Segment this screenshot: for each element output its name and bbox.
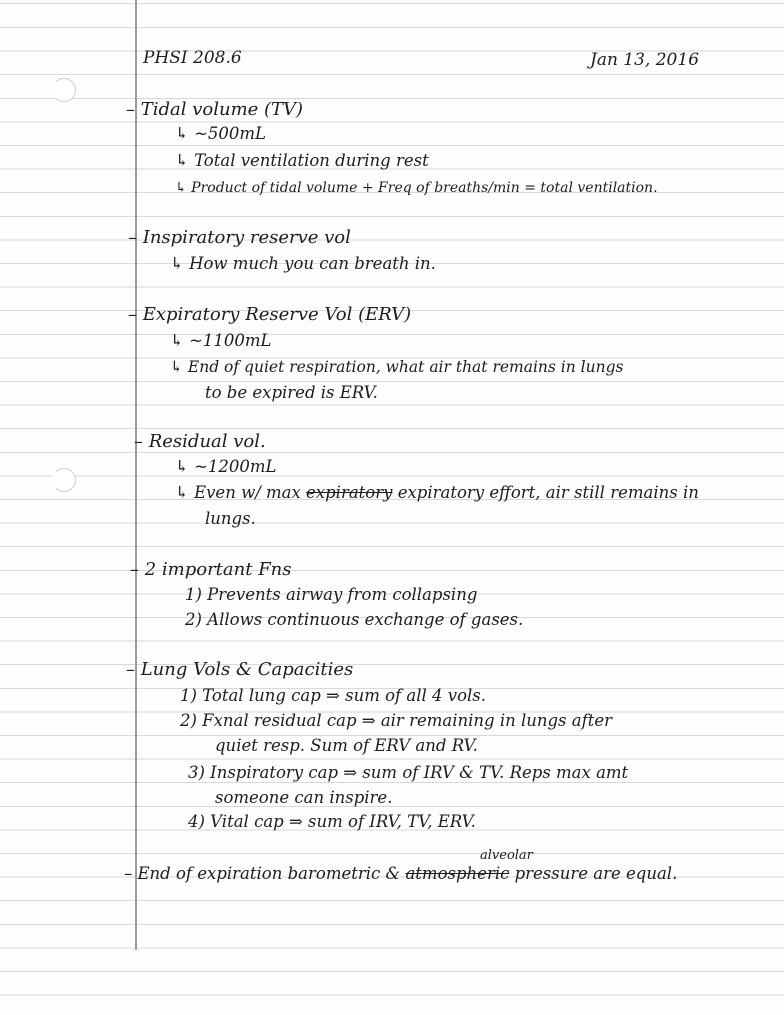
lv-line-3b: someone can inspire.	[215, 788, 393, 807]
tv-line-3: ↳ Product of tidal volume + Freq of breaths/min = total ventilation.	[175, 180, 658, 196]
fns-title: – 2 important Fns	[130, 559, 292, 580]
erv-line-2: ↳ End of quiet respiration, what air that remains in lungs	[170, 358, 624, 376]
binder-hole-top	[52, 78, 76, 102]
erv-line-1: ↳ ~1100mL	[170, 331, 272, 350]
lv-line-2b: quiet resp. Sum of ERV and RV.	[215, 736, 478, 755]
end-line-end: pressure are equal.	[514, 864, 678, 883]
lv-line-3: 3) Inspiratory cap ⇒ sum of IRV & TV. Reps max amt	[188, 763, 629, 782]
end-line-start: – End of expiration barometric &	[124, 864, 401, 883]
rv-line-2-start: ↳ Even w/ max	[175, 483, 301, 502]
erv-title: – Expiratory Reserve Vol (ERV)	[128, 304, 412, 325]
lv-line-2: 2) Fxnal residual cap ⇒ air remaining in lungs after	[180, 711, 612, 730]
rv-line-2c: lungs.	[205, 509, 256, 528]
margin-line	[135, 0, 137, 950]
alveolar-insert: alveolar	[480, 848, 533, 863]
lv-title: – Lung Vols & Capacities	[126, 659, 354, 680]
end-expiration-line	[124, 864, 677, 884]
rv-line-2	[175, 483, 699, 503]
rv-struck-word: expiratory	[306, 483, 393, 502]
tv-line-1: ↳ ~500mL	[175, 124, 266, 143]
rv-line-1: ↳ ~1200mL	[175, 457, 277, 476]
rv-line-2-end: expiratory effort, air still remains in	[397, 483, 699, 502]
end-struck-word: atmospheric	[405, 864, 510, 883]
erv-line-2b: to be expired is ERV.	[205, 383, 378, 402]
tv-line-2: ↳ Total ventilation during rest	[175, 151, 429, 170]
irv-title: – Inspiratory reserve vol	[128, 227, 351, 248]
fns-line-2: 2) Allows continuous exchange of gases.	[185, 610, 524, 629]
lv-line-1: 1) Total lung cap ⇒ sum of all 4 vols.	[180, 686, 487, 705]
note-date: Jan 13, 2016	[590, 50, 700, 70]
lv-line-4: 4) Vital cap ⇒ sum of IRV, TV, ERV.	[188, 812, 476, 831]
irv-line-1: ↳ How much you can breath in.	[170, 254, 436, 273]
binder-hole-middle	[52, 468, 76, 492]
course-code: PHSI 208.6	[143, 48, 242, 68]
fns-line-1: 1) Prevents airway from collapsing	[185, 585, 478, 604]
tv-title: – Tidal volume (TV)	[126, 99, 304, 120]
rv-title: – Residual vol.	[134, 431, 266, 452]
